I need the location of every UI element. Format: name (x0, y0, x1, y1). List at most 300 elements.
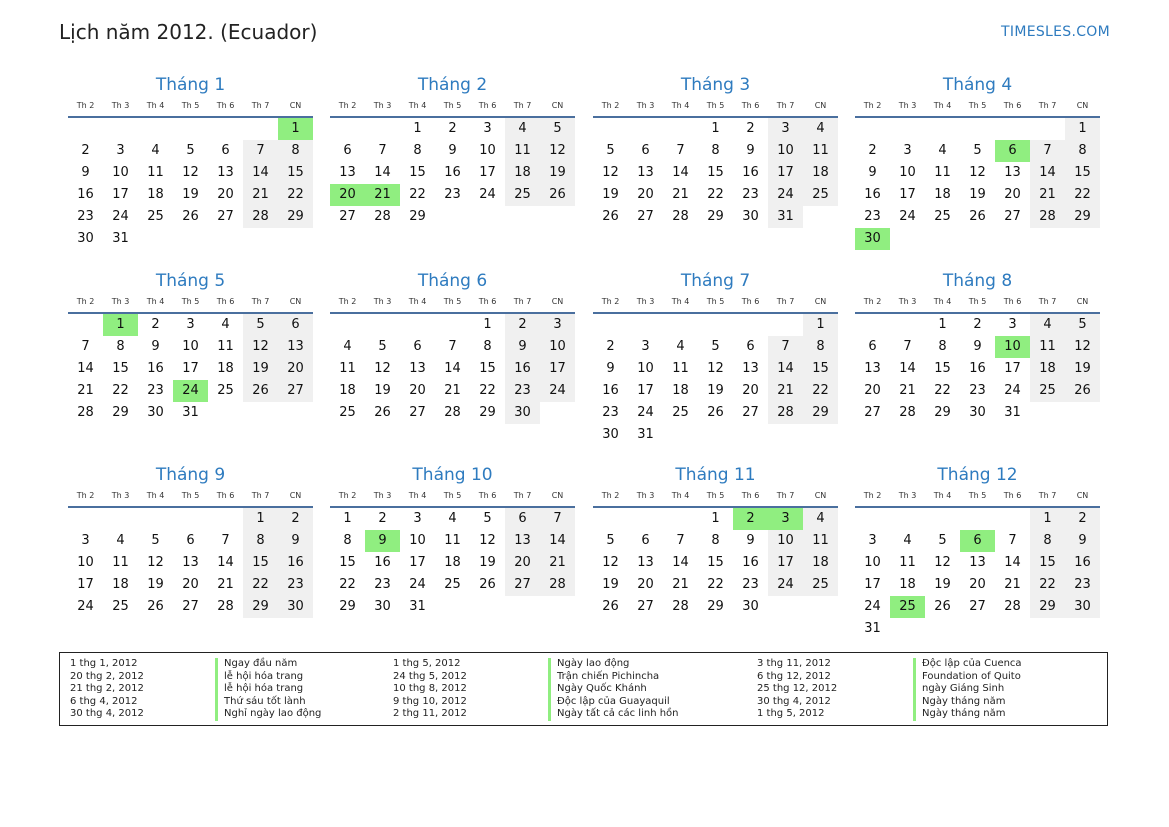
legend-holiday-name: Độc lập của Guayaquil (548, 696, 679, 709)
weekday-label: CN (289, 490, 302, 500)
day-cell: 22 (803, 380, 838, 402)
day-cell: 25 (505, 184, 540, 206)
holiday-day-cell: 6 (960, 530, 995, 552)
day-cell: 27 (409, 405, 426, 420)
day-cell: 17 (77, 577, 94, 592)
day-cell: 2 (606, 339, 615, 354)
weekday-label: Th 5 (443, 100, 462, 110)
day-cell: 27 (864, 405, 881, 420)
weekday-label: Th 4 (671, 490, 690, 500)
day-cell: 5 (973, 143, 982, 158)
day-cell: 12 (602, 165, 619, 180)
weekday-header (855, 488, 1100, 502)
day-cell: 12 (602, 555, 619, 570)
day-grid (593, 118, 838, 228)
day-cell: 22 (243, 574, 278, 596)
month-calendar (68, 268, 313, 424)
day-cell: 17 (637, 383, 654, 398)
legend-date: 1 thg 1, 2012 (70, 658, 138, 669)
weekday-label: Th 3 (373, 490, 392, 500)
day-cell: 19 (707, 383, 724, 398)
day-cell: 7 (1030, 140, 1065, 162)
day-cell: 11 (147, 165, 164, 180)
legend-holiday-name: Nghỉ ngày lao động (215, 708, 321, 721)
weekday-label: Th 5 (443, 296, 462, 306)
empty-cell (365, 314, 400, 336)
day-cell: 16 (742, 165, 759, 180)
weekday-label: Th 2 (338, 296, 357, 306)
day-cell: 17 (1004, 361, 1021, 376)
day-cell: 18 (803, 162, 838, 184)
empty-cell (960, 118, 995, 140)
day-cell: 10 (479, 143, 496, 158)
month-title: Tháng 11 (675, 465, 756, 485)
empty-cell (208, 508, 243, 530)
day-cell: 18 (217, 361, 234, 376)
legend-date: 30 thg 4, 2012 (757, 695, 831, 707)
weekday-header (68, 294, 313, 308)
day-cell: 14 (217, 555, 234, 570)
day-cell: 8 (343, 533, 352, 548)
day-cell: 29 (112, 405, 129, 420)
day-grid (855, 314, 1100, 424)
day-cell: 17 (864, 577, 881, 592)
month-calendar (330, 462, 575, 618)
day-cell: 2 (973, 317, 982, 332)
day-grid (330, 118, 575, 228)
day-cell: 11 (444, 533, 461, 548)
day-cell: 26 (969, 209, 986, 224)
empty-cell (173, 118, 208, 140)
legend-holiday-name: Ngày Quốc Khánh (548, 683, 679, 696)
day-cell: 7 (676, 143, 685, 158)
day-cell: 12 (934, 555, 951, 570)
day-cell: 23 (444, 187, 461, 202)
day-cell: 6 (413, 339, 422, 354)
weekday-header (330, 98, 575, 112)
legend-holiday-name: ngày Giáng Sinh (913, 683, 1022, 696)
day-cell: 4 (938, 143, 947, 158)
day-cell: 12 (540, 140, 575, 162)
day-cell: 16 (444, 165, 461, 180)
day-cell: 22 (707, 187, 724, 202)
day-cell: 28 (768, 402, 803, 424)
day-cell: 15 (1065, 162, 1100, 184)
day-cell: 18 (339, 383, 356, 398)
weekday-label: Th 7 (251, 100, 270, 110)
empty-cell (890, 508, 925, 530)
weekday-label: CN (551, 296, 564, 306)
weekday-label: CN (814, 100, 827, 110)
weekday-header (330, 294, 575, 308)
day-cell: 28 (672, 209, 689, 224)
day-cell: 24 (409, 577, 426, 592)
day-cell: 25 (803, 184, 838, 206)
day-cell: 13 (505, 530, 540, 552)
legend-date: 20 thg 2, 2012 (70, 670, 144, 682)
day-cell: 29 (278, 206, 313, 228)
day-cell: 16 (278, 552, 313, 574)
holiday-day-cell: 1 (103, 314, 138, 336)
day-cell: 3 (1008, 317, 1017, 332)
legend-date: 10 thg 8, 2012 (393, 683, 467, 695)
empty-cell (995, 508, 1030, 530)
empty-cell (663, 508, 698, 530)
day-cell: 25 (1030, 380, 1065, 402)
day-cell: 15 (707, 555, 724, 570)
month-title: Tháng 10 (412, 465, 493, 485)
day-cell: 23 (602, 405, 619, 420)
day-cell: 8 (1065, 140, 1100, 162)
month-title: Tháng 12 (937, 465, 1018, 485)
day-cell: 8 (483, 339, 492, 354)
day-cell: 12 (707, 361, 724, 376)
weekday-label: Th 6 (216, 490, 235, 500)
day-cell: 20 (278, 358, 313, 380)
day-cell: 15 (707, 165, 724, 180)
day-cell: 3 (868, 533, 877, 548)
empty-cell (663, 314, 698, 336)
weekday-label: Th 2 (76, 490, 95, 500)
day-cell: 30 (278, 596, 313, 618)
day-cell: 15 (479, 361, 496, 376)
day-cell: 18 (803, 552, 838, 574)
legend-holiday-name: Foundation of Quito (913, 671, 1022, 684)
day-cell: 19 (934, 577, 951, 592)
weekday-header (330, 488, 575, 502)
day-cell: 27 (278, 380, 313, 402)
month-title: Tháng 9 (155, 465, 226, 485)
day-cell: 2 (448, 121, 457, 136)
day-cell: 13 (409, 361, 426, 376)
day-cell: 14 (768, 358, 803, 380)
day-cell: 6 (278, 314, 313, 336)
day-cell: 11 (505, 140, 540, 162)
day-cell: 10 (182, 339, 199, 354)
day-cell: 17 (540, 358, 575, 380)
day-cell: 5 (483, 511, 492, 526)
day-cell: 2 (1065, 508, 1100, 530)
day-cell: 19 (602, 187, 619, 202)
empty-cell (138, 118, 173, 140)
day-cell: 5 (243, 314, 278, 336)
day-cell: 7 (221, 533, 230, 548)
day-cell: 22 (934, 383, 951, 398)
empty-cell (628, 118, 663, 140)
day-cell: 21 (243, 184, 278, 206)
holiday-day-cell: 9 (365, 530, 400, 552)
day-cell: 29 (1030, 596, 1065, 618)
weekday-label: Th 4 (671, 100, 690, 110)
day-cell: 7 (768, 336, 803, 358)
month-title: Tháng 3 (680, 75, 751, 95)
day-cell: 25 (147, 209, 164, 224)
day-cell: 17 (409, 555, 426, 570)
day-cell: 24 (864, 599, 881, 614)
month-calendar (330, 268, 575, 424)
day-cell: 22 (1030, 574, 1065, 596)
day-cell: 30 (969, 405, 986, 420)
day-cell: 10 (112, 165, 129, 180)
day-cell: 7 (243, 140, 278, 162)
day-cell: 4 (448, 511, 457, 526)
day-cell: 22 (278, 184, 313, 206)
day-cell: 4 (903, 533, 912, 548)
weekday-label: Th 3 (373, 100, 392, 110)
weekday-header (68, 488, 313, 502)
day-cell: 28 (77, 405, 94, 420)
day-cell: 28 (217, 599, 234, 614)
day-cell: 29 (707, 209, 724, 224)
day-cell: 7 (81, 339, 90, 354)
day-cell: 15 (112, 361, 129, 376)
day-cell: 6 (641, 143, 650, 158)
day-cell: 30 (505, 402, 540, 424)
day-cell: 20 (969, 577, 986, 592)
day-grid (68, 314, 313, 424)
day-cell: 14 (672, 555, 689, 570)
day-cell: 8 (116, 339, 125, 354)
day-cell: 1 (711, 511, 720, 526)
day-cell: 9 (448, 143, 457, 158)
day-cell: 23 (77, 209, 94, 224)
day-grid (68, 508, 313, 618)
day-cell: 14 (540, 530, 575, 552)
day-cell: 25 (934, 209, 951, 224)
weekday-label: Th 6 (741, 490, 760, 500)
day-cell: 9 (151, 339, 160, 354)
day-cell: 27 (505, 574, 540, 596)
weekday-label: Th 7 (251, 296, 270, 306)
weekday-label: Th 7 (1038, 296, 1057, 306)
day-cell: 17 (112, 187, 129, 202)
day-cell: 10 (768, 140, 803, 162)
day-cell: 11 (217, 339, 234, 354)
day-cell: 30 (77, 231, 94, 246)
day-cell: 6 (641, 533, 650, 548)
weekday-label: Th 6 (741, 100, 760, 110)
day-cell: 16 (602, 383, 619, 398)
weekday-label: CN (1076, 490, 1089, 500)
day-cell: 4 (803, 508, 838, 530)
day-cell: 22 (339, 577, 356, 592)
day-cell: 9 (1065, 530, 1100, 552)
day-cell: 11 (112, 555, 129, 570)
day-cell: 15 (278, 162, 313, 184)
day-cell: 29 (409, 209, 426, 224)
weekday-label: Th 5 (706, 490, 725, 500)
day-cell: 29 (339, 599, 356, 614)
day-cell: 4 (803, 118, 838, 140)
day-cell: 18 (147, 187, 164, 202)
day-cell: 25 (803, 574, 838, 596)
weekday-label: Th 6 (478, 490, 497, 500)
weekday-label: Th 2 (601, 296, 620, 306)
day-cell: 7 (378, 143, 387, 158)
weekday-label: Th 5 (181, 490, 200, 500)
empty-cell (103, 118, 138, 140)
day-cell: 24 (112, 209, 129, 224)
empty-cell (663, 118, 698, 140)
day-cell: 12 (243, 336, 278, 358)
day-cell: 23 (1065, 574, 1100, 596)
empty-cell (593, 118, 628, 140)
weekday-label: Th 5 (181, 100, 200, 110)
day-cell: 2 (505, 314, 540, 336)
weekday-label: Th 3 (636, 490, 655, 500)
weekday-label: Th 6 (478, 100, 497, 110)
empty-cell (628, 508, 663, 530)
day-cell: 8 (938, 339, 947, 354)
empty-cell (400, 314, 435, 336)
day-cell: 27 (742, 405, 759, 420)
day-cell: 9 (278, 530, 313, 552)
day-cell: 29 (1065, 206, 1100, 228)
empty-cell (173, 508, 208, 530)
empty-cell (855, 118, 890, 140)
day-grid (330, 508, 575, 618)
day-cell: 1 (243, 508, 278, 530)
day-cell: 17 (768, 552, 803, 574)
day-cell: 11 (803, 530, 838, 552)
weekday-label: Th 2 (863, 296, 882, 306)
weekday-label: Th 7 (513, 490, 532, 500)
day-cell: 6 (343, 143, 352, 158)
day-cell: 5 (378, 339, 387, 354)
weekday-label: Th 6 (216, 296, 235, 306)
day-cell: 4 (676, 339, 685, 354)
legend-date: 1 thg 5, 2012 (393, 658, 461, 669)
day-cell: 19 (147, 577, 164, 592)
empty-cell (698, 314, 733, 336)
holiday-legend (59, 652, 1108, 726)
day-cell: 7 (540, 508, 575, 530)
day-cell: 8 (413, 143, 422, 158)
holiday-day-cell: 1 (278, 118, 313, 140)
weekday-label: Th 3 (898, 296, 917, 306)
day-cell: 21 (899, 383, 916, 398)
day-cell: 8 (803, 336, 838, 358)
day-cell: 7 (448, 339, 457, 354)
day-cell: 12 (1065, 336, 1100, 358)
day-cell: 18 (672, 383, 689, 398)
day-cell: 3 (540, 314, 575, 336)
day-cell: 9 (505, 336, 540, 358)
weekday-label: Th 3 (636, 100, 655, 110)
day-cell: 10 (768, 530, 803, 552)
day-cell: 29 (243, 596, 278, 618)
day-cell: 23 (864, 209, 881, 224)
day-cell: 27 (217, 209, 234, 224)
empty-cell (208, 118, 243, 140)
empty-cell (365, 118, 400, 140)
legend-holiday-name: Độc lập của Cuenca (913, 658, 1022, 671)
day-cell: 30 (147, 405, 164, 420)
day-cell: 30 (742, 599, 759, 614)
day-cell: 31 (182, 405, 199, 420)
holiday-day-cell: 6 (995, 140, 1030, 162)
month-title: Tháng 5 (155, 271, 226, 291)
day-cell: 27 (182, 599, 199, 614)
day-cell: 26 (374, 405, 391, 420)
day-cell: 3 (641, 339, 650, 354)
day-cell: 19 (540, 162, 575, 184)
day-cell: 18 (1030, 358, 1065, 380)
day-cell: 30 (374, 599, 391, 614)
day-cell: 23 (969, 383, 986, 398)
weekday-label: Th 7 (776, 490, 795, 500)
empty-cell (1030, 118, 1065, 140)
day-cell: 25 (217, 383, 234, 398)
empty-cell (330, 314, 365, 336)
weekday-label: Th 6 (216, 100, 235, 110)
day-cell: 28 (899, 405, 916, 420)
day-cell: 19 (1065, 358, 1100, 380)
day-cell: 14 (672, 165, 689, 180)
day-cell: 13 (278, 336, 313, 358)
empty-cell (330, 118, 365, 140)
legend-holiday-name: Ngày tháng năm (913, 708, 1022, 721)
weekday-label: CN (814, 490, 827, 500)
weekday-label: Th 4 (146, 100, 165, 110)
day-grid (855, 508, 1100, 640)
day-cell: 20 (217, 187, 234, 202)
holiday-day-cell: 24 (173, 380, 208, 402)
day-cell: 6 (868, 339, 877, 354)
weekday-label: Th 7 (1038, 490, 1057, 500)
day-cell: 17 (768, 162, 803, 184)
day-cell: 17 (899, 187, 916, 202)
weekday-label: Th 5 (968, 490, 987, 500)
day-cell: 22 (707, 577, 724, 592)
legend-date: 9 thg 10, 2012 (393, 695, 467, 707)
weekday-label: CN (814, 296, 827, 306)
day-cell: 7 (676, 533, 685, 548)
day-cell: 20 (182, 577, 199, 592)
weekday-label: Th 3 (898, 100, 917, 110)
weekday-header (593, 488, 838, 502)
day-cell: 5 (151, 533, 160, 548)
day-cell: 1 (1065, 118, 1100, 140)
day-cell: 21 (1030, 184, 1065, 206)
month-calendar (855, 72, 1100, 250)
day-cell: 1 (483, 317, 492, 332)
legend-holiday-name: Ngày tất cả các linh hồn (548, 708, 679, 721)
empty-cell (628, 314, 663, 336)
holiday-day-cell: 21 (365, 184, 400, 206)
day-cell: 16 (969, 361, 986, 376)
day-cell: 10 (77, 555, 94, 570)
day-cell: 23 (742, 577, 759, 592)
day-cell: 2 (151, 317, 160, 332)
holiday-day-cell: 2 (733, 508, 768, 530)
weekday-label: Th 2 (863, 100, 882, 110)
day-cell: 5 (540, 118, 575, 140)
brand-link[interactable]: TIMESLES.COM (1001, 24, 1110, 40)
day-cell: 1 (803, 314, 838, 336)
weekday-header (68, 98, 313, 112)
day-cell: 9 (746, 143, 755, 158)
legend-date: 2 thg 11, 2012 (393, 708, 467, 720)
weekday-label: Th 7 (513, 296, 532, 306)
weekday-label: Th 5 (968, 296, 987, 306)
legend-holiday-name: Ngày tháng năm (913, 696, 1022, 709)
weekday-label: Th 6 (478, 296, 497, 306)
weekday-header (593, 294, 838, 308)
day-cell: 15 (409, 165, 426, 180)
day-cell: 29 (803, 402, 838, 424)
day-cell: 4 (221, 317, 230, 332)
